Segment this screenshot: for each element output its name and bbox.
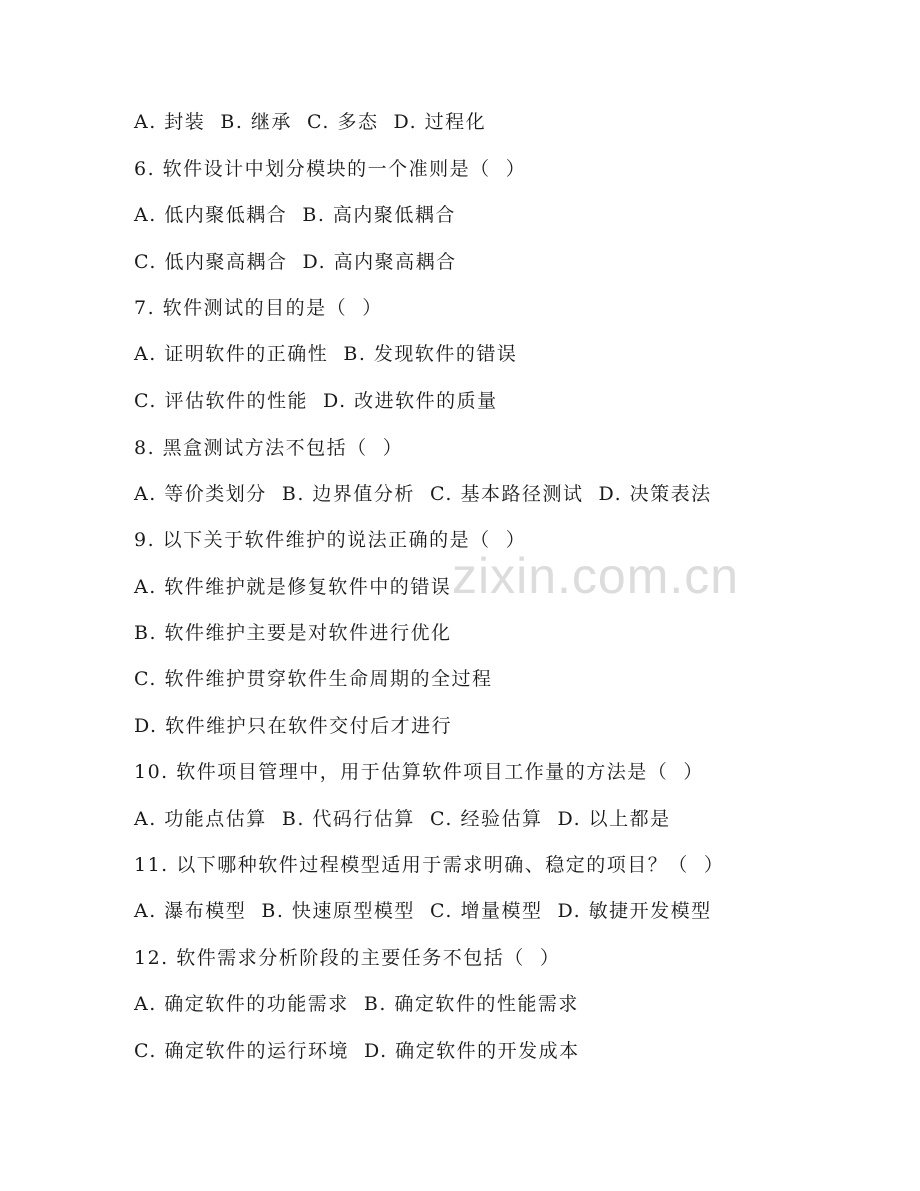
option-line: A. 软件维护就是修复软件中的错误 [134,576,452,598]
option-line: C. 软件维护贯穿软件生命周期的全过程 [134,668,493,690]
question-line: 9. 以下关于软件维护的说法正确的是（ ） [134,529,527,551]
question-line: 10. 软件项目管理中，用于估算软件项目工作量的方法是（ ） [134,761,704,783]
option-line: D. 软件维护只在软件交付后才进行 [134,715,453,737]
question-line: 11. 以下哪种软件过程模型适用于需求明确、稳定的项目？（ ） [134,854,725,876]
option-line: A. 确定软件的功能需求 B. 确定软件的性能需求 [134,993,579,1015]
option-line: A. 功能点估算 B. 代码行估算 C. 经验估算 D. 以上都是 [134,808,671,830]
option-line: C. 确定软件的运行环境 D. 确定软件的开发成本 [134,1040,580,1062]
question-line: 7. 软件测试的目的是（ ） [134,297,383,319]
question-line: 12. 软件需求分析阶段的主要任务不包括（ ） [134,947,561,969]
option-line: A. 瀑布模型 B. 快速原型模型 C. 增量模型 D. 敏捷开发模型 [134,900,712,922]
option-line: C. 评估软件的性能 D. 改进软件的质量 [134,390,498,412]
option-line: B. 软件维护主要是对软件进行优化 [134,622,452,644]
watermark-text: zixin.com.cn [452,548,740,604]
option-line: A. 等价类划分 B. 边界值分析 C. 基本路径测试 D. 决策表法 [134,483,712,505]
question-line: 6. 软件设计中划分模块的一个准则是（ ） [134,158,527,180]
option-line: A. 低内聚低耦合 B. 高内聚低耦合 [134,204,456,226]
option-line: A. 封装 B. 继承 C. 多态 D. 过程化 [134,111,487,133]
question-line: 8. 黑盒测试方法不包括（ ） [134,437,404,459]
option-line: C. 低内聚高耦合 D. 高内聚高耦合 [134,251,457,273]
option-line: A. 证明软件的正确性 B. 发现软件的错误 [134,343,518,365]
